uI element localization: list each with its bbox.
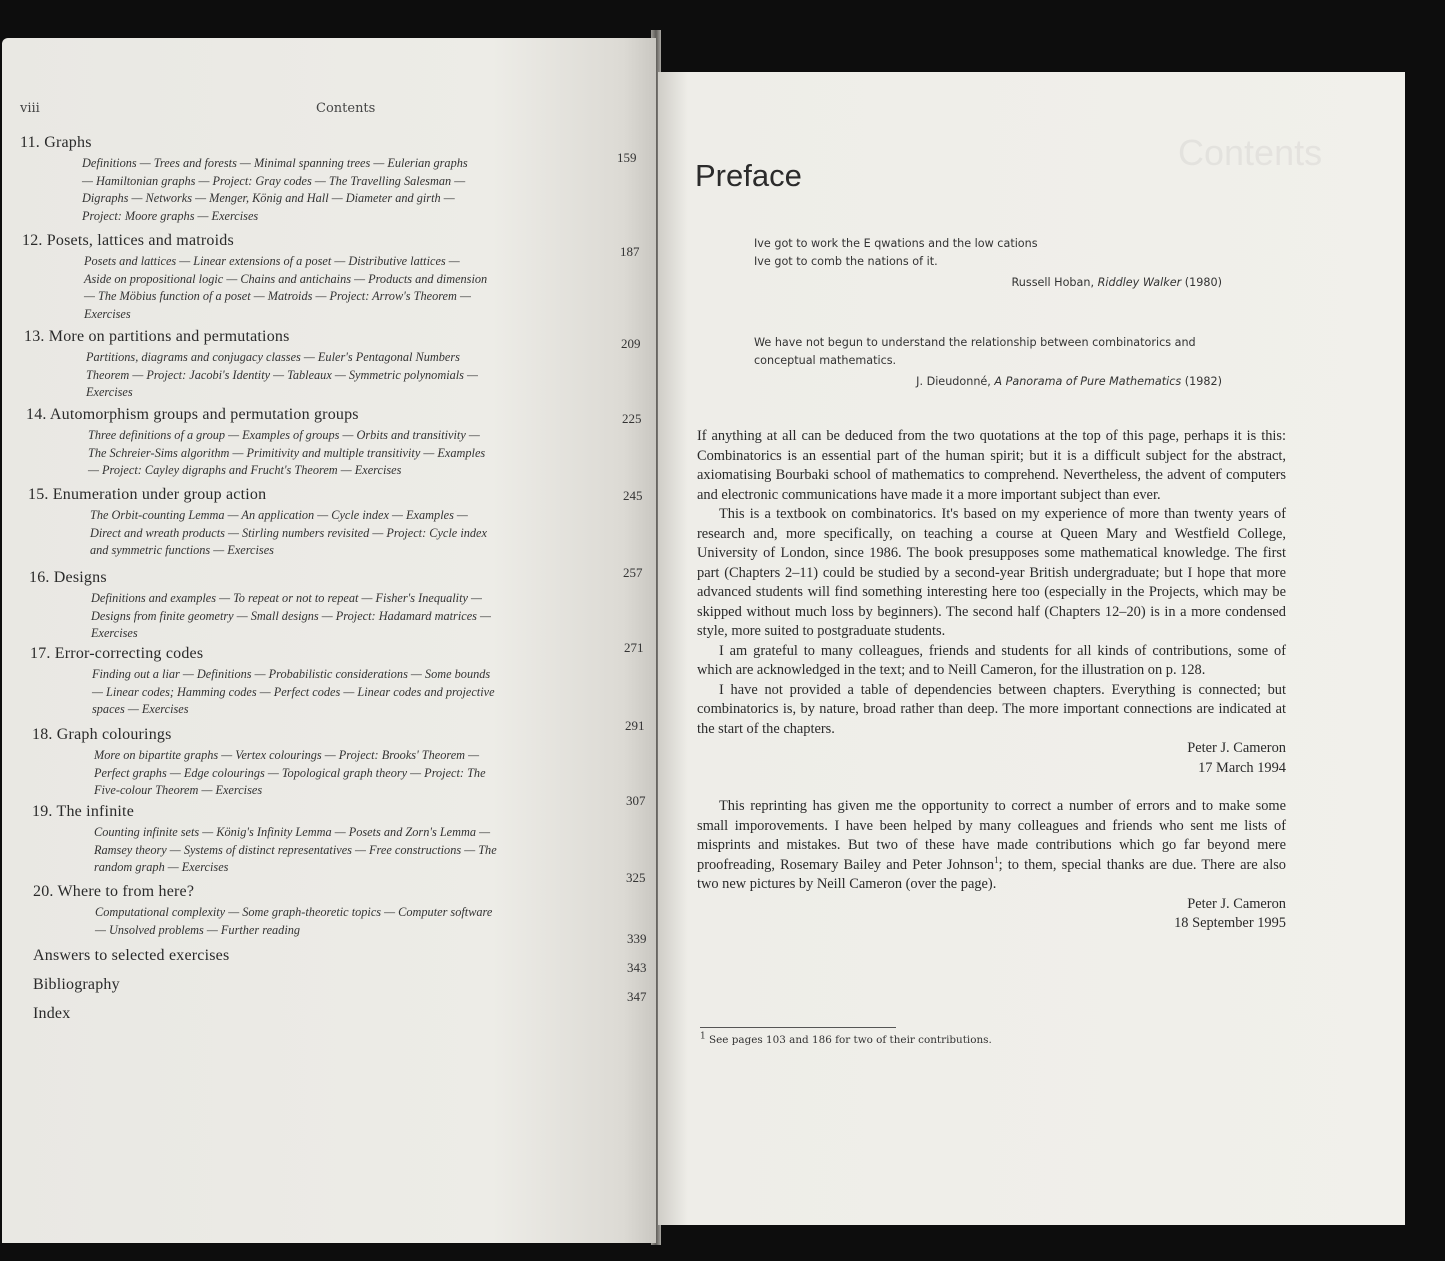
preface-body bbox=[697, 427, 1286, 934]
epigraph-dieudonne bbox=[754, 334, 1222, 391]
epigraph-attribution: Russell Hoban, Riddley Walker (1980) bbox=[1011, 276, 1222, 289]
epigraph-text: We have not begun to understand the relationship between combinatorics and conceptual mathematics. bbox=[754, 336, 1196, 367]
toc-topic-line: Definitions — Trees and forests — Minimal spanning trees — Eulerian graphs bbox=[82, 156, 468, 170]
toc-topic-line: spaces — Exercises bbox=[92, 702, 189, 716]
toc-entry bbox=[28, 486, 648, 560]
toc-chapter-topics bbox=[91, 590, 601, 643]
toc-topic-line: — Unsolved problems — Further reading bbox=[95, 922, 301, 937]
epigraph-attribution: J. Dieudonné, A Panorama of Pure Mathematics (1982) bbox=[916, 375, 1222, 388]
page-title: Preface bbox=[695, 158, 802, 193]
toc-topic-line: Ramsey theory — Systems of distinct representatives — Free constructions — The bbox=[94, 842, 497, 857]
toc-topic-line: — Linear codes; Hamming codes — Perfect codes — Linear codes and projective bbox=[92, 684, 495, 699]
toc-topic-line: Aside on propositional logic — Chains and antichains — Products and dimension bbox=[84, 271, 488, 286]
toc-chapter-title: 18. Graph colourings bbox=[32, 726, 172, 743]
toc-topic-line: Perfect graphs — Edge colourings — Topological graph theory — Project: The bbox=[94, 765, 486, 780]
toc-topic-line: Definitions and examples — To repeat or not to repeat — Fisher's Inequality — bbox=[91, 591, 482, 605]
toc-topic-line: Digraphs — Networks — Menger, König and Hall — Diameter and girth — bbox=[82, 191, 455, 205]
preface-page bbox=[658, 72, 1405, 1225]
toc-page-number: 307 bbox=[626, 793, 646, 808]
toc-chapter-topics bbox=[88, 427, 598, 480]
toc-page-number: 343 bbox=[627, 960, 647, 975]
toc-entry bbox=[26, 406, 646, 480]
footnote-marker: 1 bbox=[994, 854, 999, 865]
toc-chapter-topics bbox=[84, 253, 594, 323]
toc-entry bbox=[33, 1005, 653, 1023]
toc-topic-line: Posets and lattices — Linear extensions of a poset — Distributive lattices — bbox=[84, 254, 460, 268]
page-folio: viii bbox=[20, 101, 40, 116]
paragraph: If anything at all can be deduced from the two quotations at the top of this page, perhaps it is this: Combinatorics is an essential part of the human spirit; but it is a difficult subject for the abstract, axiomatising Bourbaki school of mathematics to comprehend. Nevertheless, the advent of computers and electronic communications have made it a more important subject than ever. bbox=[697, 428, 1286, 503]
toc-topic-line: Designs from finite geometry — Small designs — Project: Hadamard matrices — bbox=[91, 608, 491, 623]
toc-topic-line: Exercises bbox=[86, 385, 133, 399]
show-through-text: Contents bbox=[1178, 132, 1323, 173]
epigraph-hoban bbox=[754, 235, 1222, 292]
toc-page-number: 187 bbox=[620, 244, 640, 259]
toc-chapter-title: 12. Posets, lattices and matroids bbox=[22, 232, 234, 249]
signature bbox=[697, 739, 1286, 778]
toc-chapter-title: 17. Error-correcting codes bbox=[30, 645, 204, 662]
toc-topic-line: Three definitions of a group — Examples of groups — Orbits and transitivity — bbox=[88, 428, 480, 442]
signature-date: 17 March 1994 bbox=[1198, 759, 1286, 776]
toc-chapter-title: 13. More on partitions and permutations bbox=[24, 328, 290, 345]
toc-page-number: 257 bbox=[623, 565, 643, 580]
toc-chapter-title: 14. Automorphism groups and permutation groups bbox=[26, 406, 359, 423]
paragraph: This is a textbook on combinatorics. It's based on my experience of more than twenty years of research and, more specifically, on teaching a course at Queen Mary and Westfield College, University of London, since 1986. The book presupposes some mathematical knowledge. The first part (Chapters 2–11) could be studied by a second-year British undergraduate; but I hope that more advanced students will find something interesting here too (especially in the Projects, which may be skipped without much loss by beginners). The second half (Chapters 12–20) is in a more condensed style, more suited to postgraduate students. bbox=[697, 506, 1286, 639]
toc-entry bbox=[32, 803, 652, 877]
paragraph: I have not provided a table of dependencies between chapters. Everything is connected; but combinatorics is, by nature, broad rather than deep. The more important connections are indicated at the start of the chapters. bbox=[697, 681, 1286, 737]
paragraph-reprint: This reprinting has given me the opportunity to correct a number of errors and to make some small imporovements. I have been helped by many colleagues and friends who sent me lists of misprints and mistakes. But two of these have made contributions which go far beyond mere proofreading, Rosemary Bailey and Peter Johnson$^1$; to them, special thanks are due. There are also two new pictures by Neill Cameron (over the page). bbox=[697, 798, 1286, 892]
toc-chapter-title: Bibliography bbox=[33, 976, 120, 993]
running-head-title: Contents bbox=[316, 101, 376, 116]
epigraph-line: Ive got to comb the nations of it. bbox=[754, 255, 938, 268]
toc-page-number: 339 bbox=[627, 931, 647, 946]
signature-name: Peter J. Cameron bbox=[1187, 740, 1286, 756]
toc-page-number: 291 bbox=[625, 718, 645, 733]
toc-topic-line: Finding out a liar — Definitions — Probabilistic considerations — Some bounds bbox=[92, 667, 491, 681]
toc-chapter-title: Answers to selected exercises bbox=[33, 947, 230, 964]
toc-entry bbox=[32, 726, 652, 800]
toc-entry bbox=[22, 232, 642, 323]
toc-entry bbox=[24, 328, 644, 402]
toc-page-number: 271 bbox=[624, 640, 644, 655]
toc-chapter-topics bbox=[82, 155, 592, 225]
toc-topic-line: — Project: Cayley digraphs and Frucht's Theorem — Exercises bbox=[88, 463, 402, 477]
toc-topic-line: random graph — Exercises bbox=[94, 860, 229, 874]
toc-chapter-topics bbox=[94, 824, 604, 877]
toc-page-number: 245 bbox=[623, 488, 643, 503]
toc-topic-line: Computational complexity — Some graph-theoretic topics — Computer software bbox=[95, 905, 493, 919]
toc-topic-line: The Schreier-Sims algorithm — Primitivity and multiple transitivity — Examples bbox=[88, 445, 486, 460]
toc-topic-line: — The Möbius function of a poset — Matroids — Project: Arrow's Theorem — bbox=[84, 289, 471, 303]
toc-topic-line: The Orbit-counting Lemma — An application — Cycle index — Examples — bbox=[90, 508, 468, 522]
signature-name: Peter J. Cameron bbox=[1187, 895, 1286, 912]
toc-chapter-title: 11. Graphs bbox=[20, 134, 92, 151]
toc-topic-line: Exercises bbox=[91, 626, 138, 640]
contents-page bbox=[2, 38, 656, 1243]
toc-chapter-topics bbox=[95, 904, 605, 939]
epigraph-line: Ive got to work the E qwations and the low cations bbox=[754, 237, 1038, 250]
toc-topic-line: Exercises bbox=[84, 306, 131, 321]
footnote: $^1$ See pages 103 and 186 for two of their contributions. bbox=[700, 1031, 992, 1046]
toc-chapter-topics bbox=[92, 666, 602, 719]
toc-page-number: 325 bbox=[626, 870, 646, 885]
toc-entry bbox=[33, 976, 653, 994]
footnote-rule bbox=[700, 1027, 896, 1028]
toc-page-number: 159 bbox=[617, 150, 637, 165]
toc-topic-line: Partitions, diagrams and conjugacy classes — Euler's Pentagonal Numbers bbox=[86, 350, 460, 364]
toc-page-number: 209 bbox=[621, 336, 641, 351]
toc-chapter-title: Index bbox=[33, 1005, 71, 1022]
toc-topic-line: and symmetric functions — Exercises bbox=[90, 543, 274, 557]
toc-topic-line: Five-colour Theorem — Exercises bbox=[94, 783, 263, 797]
toc-chapter-topics bbox=[86, 349, 596, 402]
toc-page-number: 347 bbox=[627, 989, 647, 1004]
toc-topic-line: — Hamiltonian graphs — Project: Gray codes — The Travelling Salesman — bbox=[82, 173, 466, 188]
toc-chapter-topics bbox=[94, 747, 604, 800]
toc-entry bbox=[33, 947, 653, 965]
toc-chapter-title: 16. Designs bbox=[29, 569, 107, 586]
toc-chapter-topics bbox=[90, 507, 600, 560]
toc-topic-line: Counting infinite sets — König's Infinity Lemma — Posets and Zorn's Lemma — bbox=[94, 825, 491, 839]
toc-topic-line: More on bipartite graphs — Vertex colourings — Project: Brooks' Theorem — bbox=[94, 748, 480, 762]
signature bbox=[697, 895, 1286, 934]
toc-topic-line: Theorem — Project: Jacobi's Identity — Tableaux — Symmetric polynomials — bbox=[86, 367, 478, 382]
toc-page-number: 225 bbox=[622, 411, 642, 426]
toc-entry bbox=[30, 645, 650, 719]
toc-chapter-title: 20. Where to from here? bbox=[33, 883, 195, 900]
toc-chapter-title: 19. The infinite bbox=[32, 803, 134, 820]
toc-chapter-title: 15. Enumeration under group action bbox=[28, 486, 267, 503]
paragraph: I am grateful to many colleagues, friends and students for all kinds of contributions, some of which are acknowledged in the text; and to Neill Cameron, for the illustration on p. 128. bbox=[697, 642, 1286, 678]
toc-entry bbox=[20, 134, 640, 225]
signature-date: 18 September 1995 bbox=[1174, 915, 1286, 931]
toc-entry bbox=[33, 883, 653, 939]
toc-topic-line: Direct and wreath products — Stirling numbers revisited — Project: Cycle index bbox=[90, 525, 487, 540]
toc-topic-line: Project: Moore graphs — Exercises bbox=[82, 208, 259, 223]
toc-entry bbox=[29, 569, 649, 643]
